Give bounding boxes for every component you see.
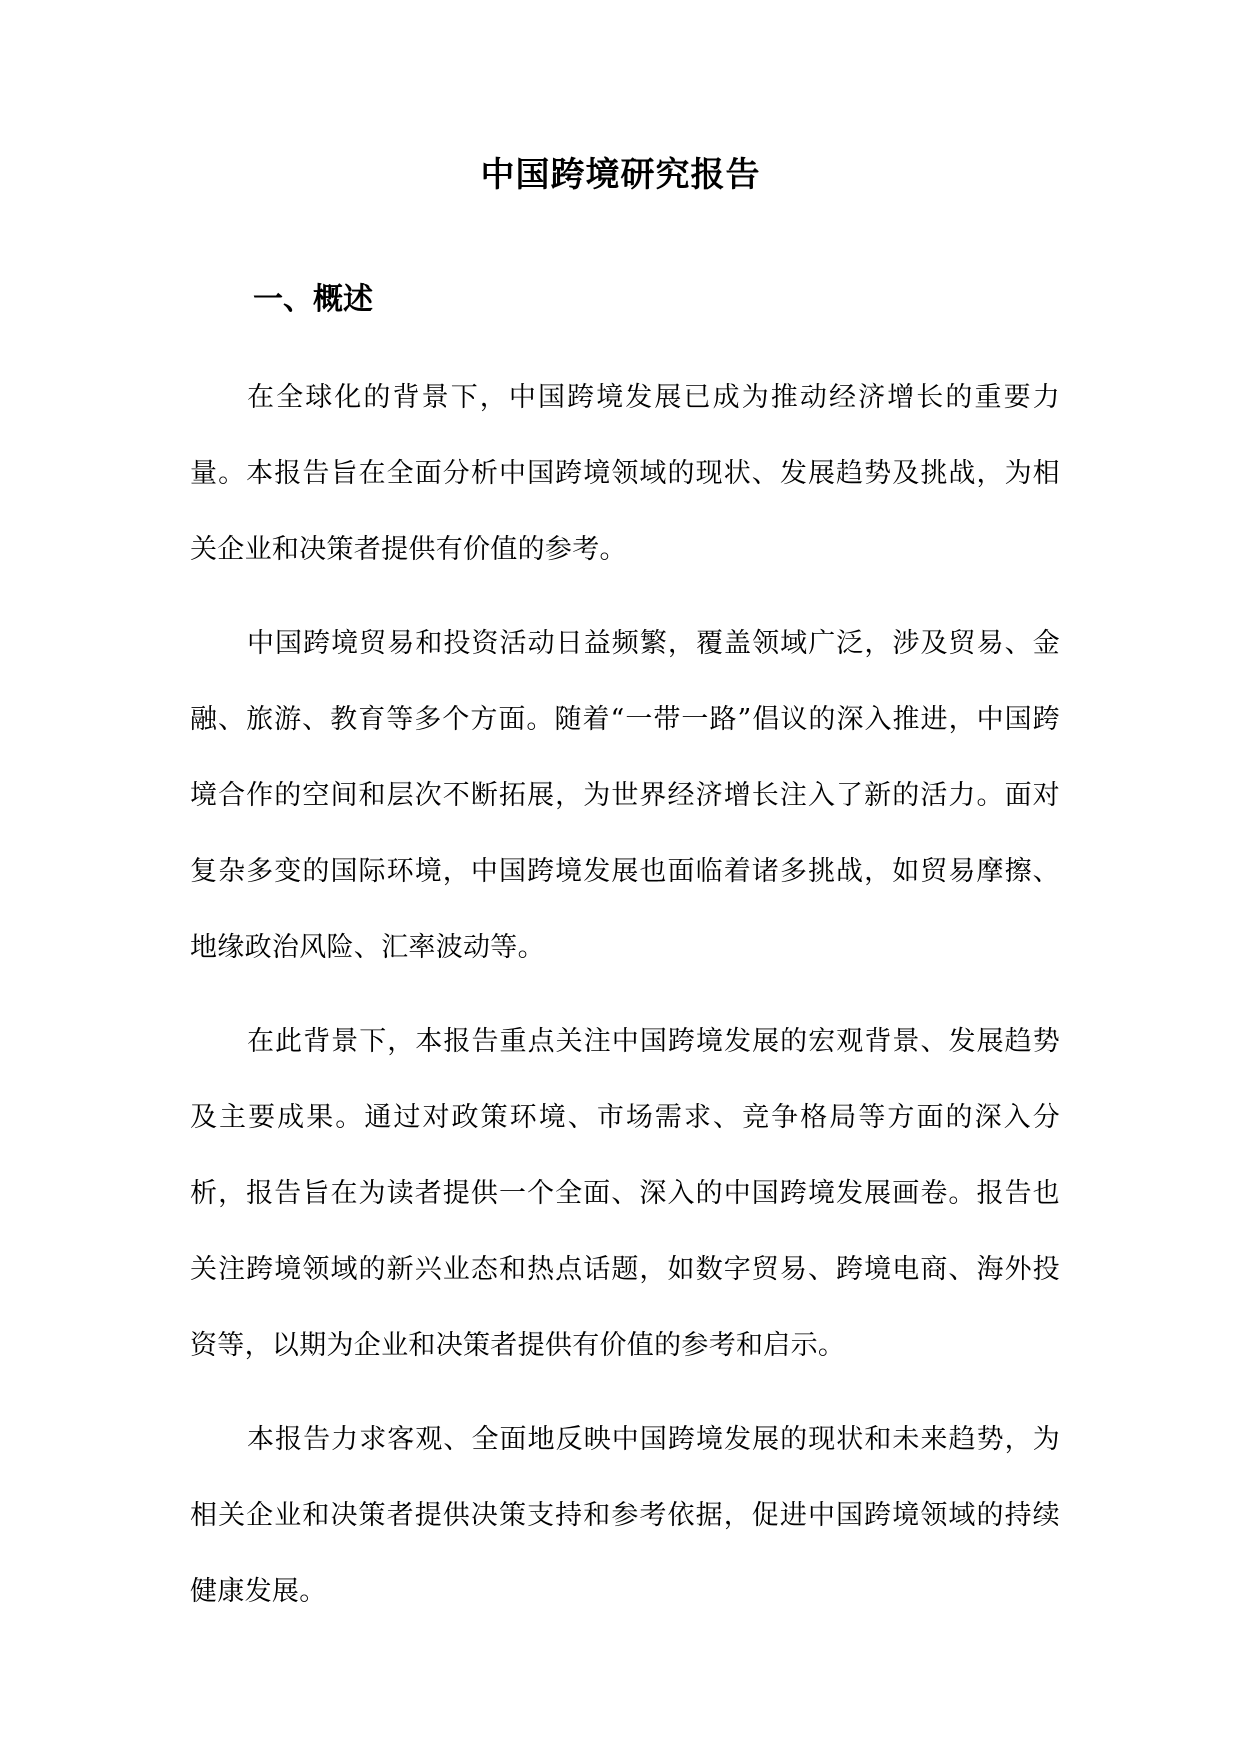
paragraph-2: 中国跨境贸易和投资活动日益频繁，覆盖领域广泛，涉及贸易、金融、旅游、教育等多个方面。随着“一带一路”倡议的深入推进，中国跨境合作的空间和层次不断拓展，为世界经济增长注入了新的活力。面对复杂多变的国际环境，中国跨境发展也面临着诸多挑战，如贸易摩擦、地缘政治风险、汇率波动等。 [190, 628, 1060, 963]
paragraph-3: 在此背景下，本报告重点关注中国跨境发展的宏观背景、发展趋势及主要成果。通过对政策环境、市场需求、竞争格局等方面的深入分析，报告旨在为读者提供一个全面、深入的中国跨境发展画卷。报告也关注跨境领域的新兴业态和热点话题，如数字贸易、跨境电商、海外投资等，以期为企业和决策者提供有价值的参考和启示。 [190, 1026, 1060, 1361]
paragraph-4: 本报告力求客观、全面地反映中国跨境发展的现状和未来趋势，为相关企业和决策者提供决策支持和参考依据，促进中国跨境领域的持续健康发展。 [190, 1424, 1060, 1607]
section-heading: 一、概述 [253, 282, 373, 317]
document-title: 中国跨境研究报告 [480, 155, 761, 195]
paragraph-1: 在全球化的背景下，中国跨境发展已成为推动经济增长的重要力量。本报告旨在全面分析中国跨境领域的现状、发展趋势及挑战，为相关企业和决策者提供有价值的参考。 [190, 382, 1060, 565]
body-text [190, 360, 1060, 1648]
